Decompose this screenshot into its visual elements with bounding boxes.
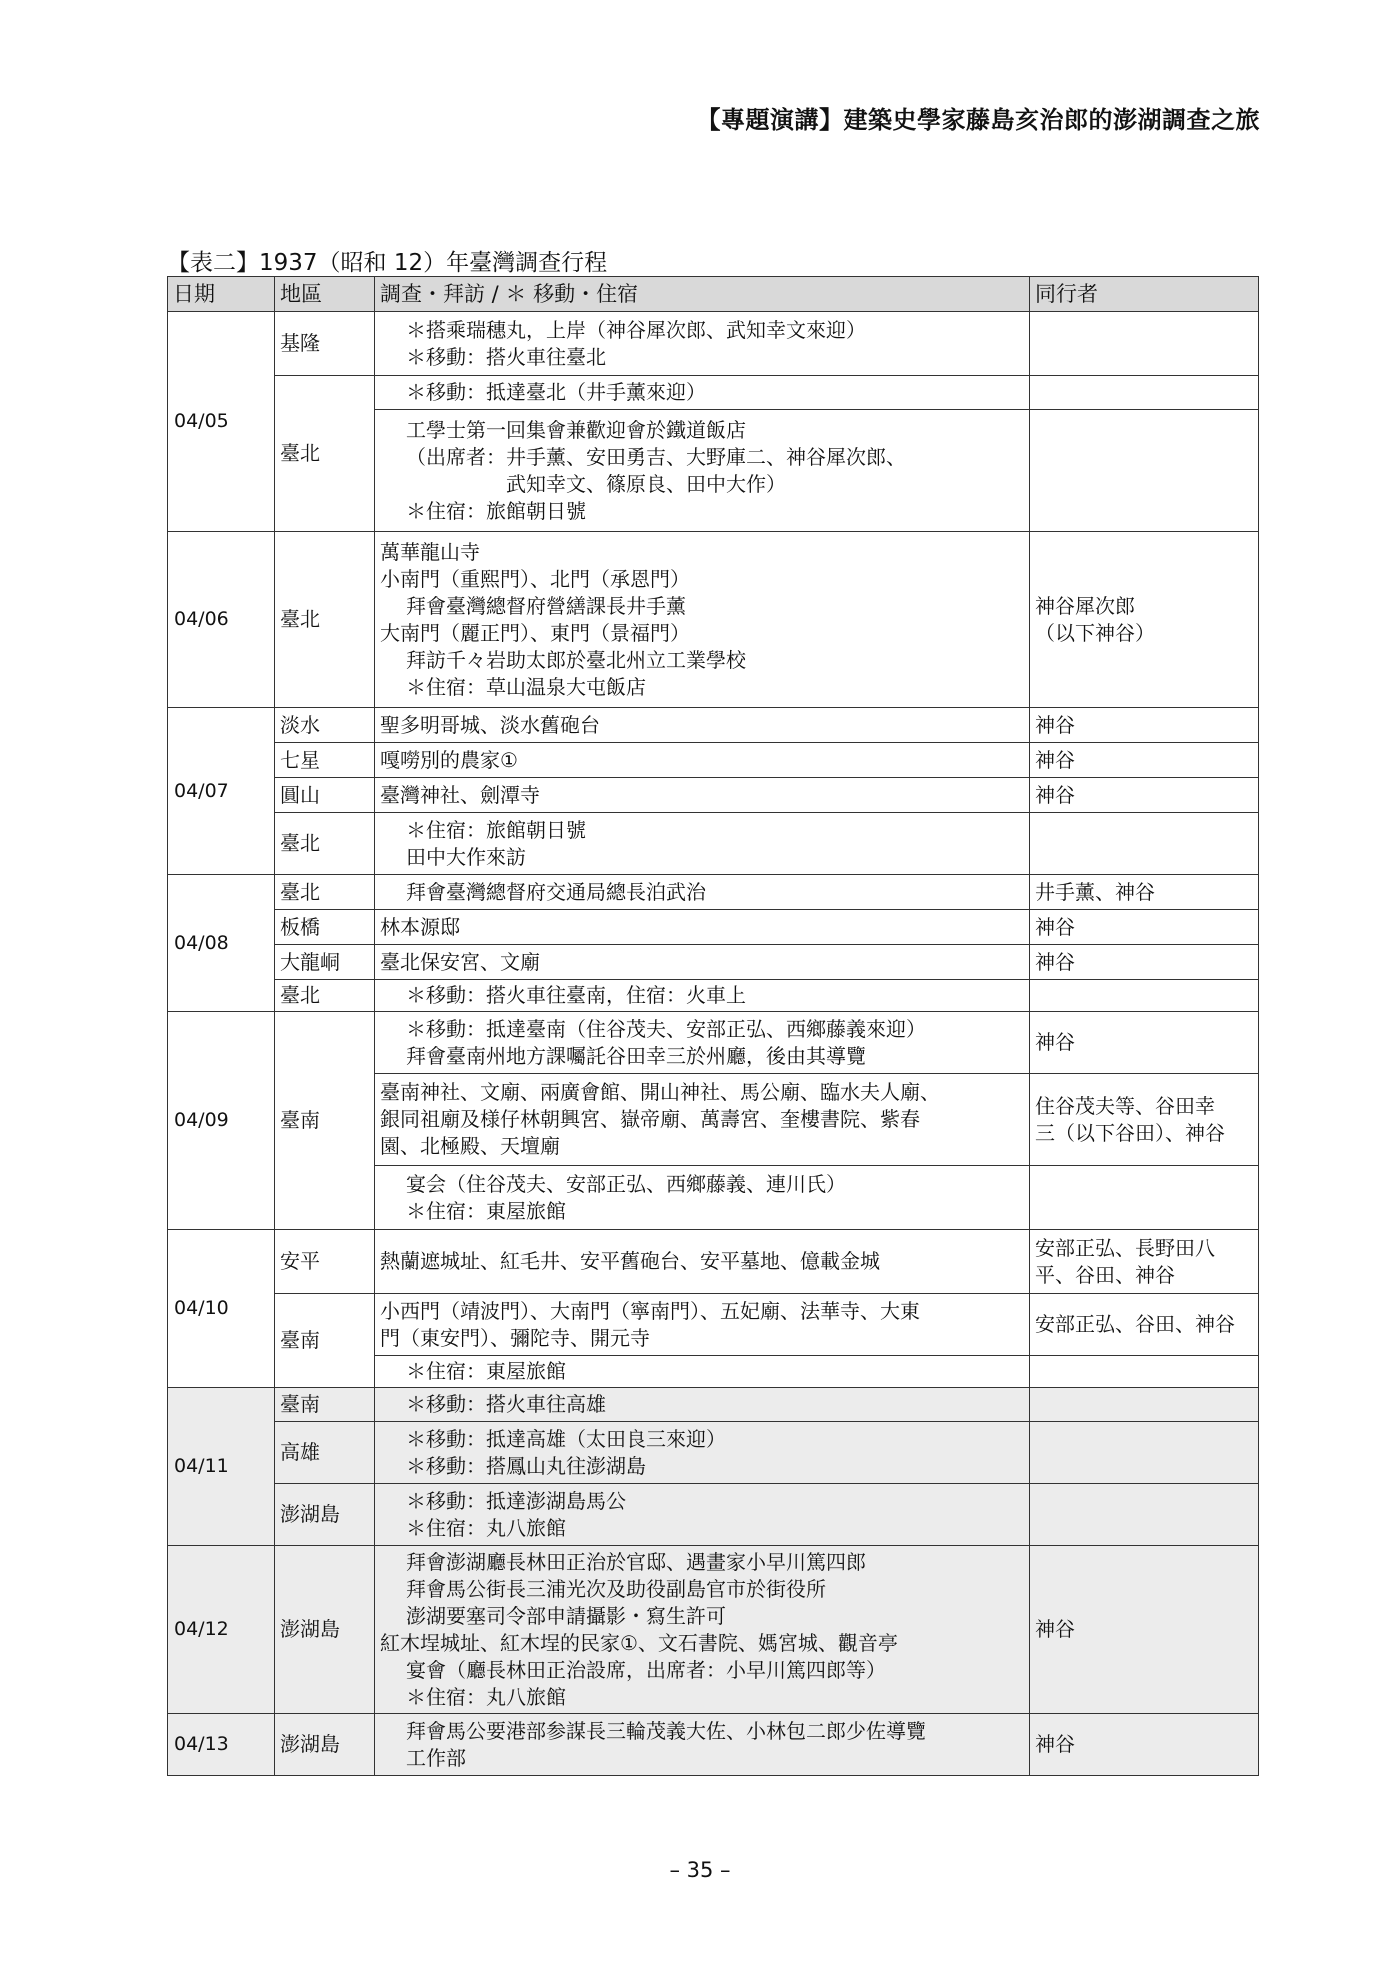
area-cell: 板橋 (275, 910, 375, 945)
activity-line: 拜會馬公街長三浦光次及助役副島官市於街役所 (406, 1576, 826, 1601)
area-cell: 臺北 (275, 875, 375, 910)
area-cell: 臺南 (275, 1294, 375, 1388)
activity-line: 田中大作來訪 (406, 844, 526, 869)
area-cell: 臺北 (275, 980, 375, 1012)
date-cell: 04/11 (168, 1388, 275, 1546)
area-cell: 臺北 (275, 813, 375, 875)
activity-line: 小西門（靖波門）、大南門（寧南門）、五妃廟、法華寺、大東 (380, 1298, 920, 1323)
table-row (168, 813, 1259, 875)
running-header: 【專題演講】建築史學家藤島亥治郎的澎湖調查之旅 (696, 106, 1260, 134)
activity-line: 臺灣神社、劍潭寺 (380, 782, 540, 807)
activity-line: 門（東安門）、彌陀寺、開元寺 (380, 1325, 650, 1350)
companion-cell (1030, 813, 1259, 875)
activity-line: 拜會臺南州地方課囑託谷田幸三於州廳，後由其導覽 (406, 1043, 866, 1068)
activity-cell (375, 410, 1030, 532)
companion-cell: 神谷 (1030, 1714, 1259, 1776)
activity-line: 熱蘭遮城址、紅毛井、安平舊砲台、安平墓地、億載金城 (380, 1249, 880, 1273)
activity-line: 拜訪千々岩助太郎於臺北州立工業學校 (406, 647, 746, 672)
activity-cell (375, 875, 1030, 910)
activity-line: ＊搭乘瑞穗丸，上岸（神谷犀次郎、武知幸文來迎） (406, 317, 866, 342)
activity-cell (375, 312, 1030, 376)
companion-line: 神谷犀次郎 (1035, 593, 1135, 618)
activity-cell (375, 708, 1030, 743)
activity-cell (375, 1388, 1030, 1422)
activity-line: ＊移動：搭火車往臺北 (406, 344, 606, 369)
companion-cell (1030, 312, 1259, 376)
activity-cell (375, 1484, 1030, 1546)
column-header-date: 日期 (168, 277, 275, 312)
companion-cell: 神谷 (1030, 1546, 1259, 1714)
activity-line: ＊住宿：旅館朝日號 (406, 498, 586, 523)
activity-line: 宴會（廳長林田正治設席，出席者：小早川篤四郎等） (406, 1657, 886, 1682)
activity-line: 小南門（重熙門）、北門（承恩門） (380, 566, 690, 591)
activity-line: 拜會澎湖廳長林田正治於官邸、遇畫家小早川篤四郎 (406, 1549, 866, 1574)
companion-cell: 神谷 (1030, 910, 1259, 945)
activity-line: 工作部 (406, 1745, 466, 1770)
activity-line: 拜會臺灣總督府營繕課長井手薰 (406, 593, 686, 618)
area-cell: 澎湖島 (275, 1484, 375, 1546)
table-row (168, 532, 1259, 708)
activity-line: 澎湖要塞司令部申請攝影・寫生許可 (406, 1603, 726, 1628)
table-row (168, 312, 1259, 376)
activity-line: ＊住宿：旅館朝日號 (406, 817, 586, 842)
activity-line: 林本源邸 (380, 914, 460, 939)
area-cell: 淡水 (275, 708, 375, 743)
activity-line: ＊移動：搭火車往高雄 (406, 1392, 606, 1416)
area-cell: 安平 (275, 1230, 375, 1294)
area-cell: 澎湖島 (275, 1714, 375, 1776)
companion-cell (1030, 980, 1259, 1012)
activity-line: ＊移動：搭火車往臺南，住宿：火車上 (406, 983, 746, 1007)
activity-line: 嘎嘮別的農家① (380, 747, 518, 772)
activity-line: ＊移動：抵達澎湖島馬公 (406, 1488, 626, 1513)
date-cell: 04/13 (168, 1714, 275, 1776)
area-cell: 臺北 (275, 376, 375, 532)
activity-cell (375, 910, 1030, 945)
table-header-row (168, 277, 1259, 312)
companion-cell: 神谷 (1030, 1012, 1259, 1074)
table-row (168, 708, 1259, 743)
table-row (168, 1388, 1259, 1422)
companion-cell (1030, 1388, 1259, 1422)
activity-cell (375, 980, 1030, 1012)
table-row (168, 743, 1259, 778)
activity-line: 臺南神社、文廟、兩廣會館、開山神社、馬公廟、臨水夫人廟、 (380, 1080, 940, 1104)
companion-cell: 井手薰、神谷 (1030, 875, 1259, 910)
companion-line: 三（以下谷田）、神谷 (1035, 1120, 1225, 1145)
activity-line: 拜會馬公要港部参謀長三輪茂義大佐、小林包二郎少佐導覽 (406, 1718, 926, 1743)
companion-cell (1030, 1230, 1259, 1294)
activity-line: 銀同祖廟及様仔林朝興宮、嶽帝廟、萬壽宮、奎樓書院、紫春 (380, 1107, 920, 1131)
activity-line: ＊住宿：草山温泉大屯飯店 (406, 674, 646, 699)
area-cell: 臺南 (275, 1012, 375, 1230)
area-cell: 大龍峒 (275, 945, 375, 980)
date-cell: 04/07 (168, 708, 275, 875)
table-row (168, 1484, 1259, 1546)
area-cell: 臺北 (275, 532, 375, 708)
area-cell: 臺南 (275, 1388, 375, 1422)
date-cell: 04/10 (168, 1230, 275, 1388)
activity-cell (375, 1546, 1030, 1714)
activity-line: ＊住宿：丸八旅館 (406, 1515, 566, 1540)
table-row (168, 875, 1259, 910)
table-row (168, 1294, 1259, 1356)
activity-line: 大南門（麗正門）、東門（景福門） (380, 620, 690, 645)
companion-cell (1030, 532, 1259, 708)
date-cell: 04/12 (168, 1546, 275, 1714)
itinerary-table (167, 276, 1259, 1776)
companion-cell (1030, 1166, 1259, 1230)
activity-line: 臺北保安宮、文廟 (380, 949, 540, 974)
activity-line: 工學士第一回集會兼歡迎會於鐵道飯店 (406, 417, 746, 442)
date-cell: 04/05 (168, 312, 275, 532)
companion-line: 安部正弘、長野田八 (1035, 1235, 1215, 1260)
area-cell: 七星 (275, 743, 375, 778)
companion-cell: 安部正弘、谷田、神谷 (1030, 1294, 1259, 1356)
companion-line: 平、谷田、神谷 (1035, 1262, 1175, 1287)
area-cell: 圓山 (275, 778, 375, 813)
companion-line: 住谷茂夫等、谷田幸 (1035, 1093, 1215, 1118)
activity-line: 紅木埕城址、紅木埕的民家①、文石書院、媽宮城、觀音亭 (380, 1630, 898, 1655)
area-cell: 基隆 (275, 312, 375, 376)
activity-line: 聖多明哥城、淡水舊砲台 (380, 712, 600, 737)
activity-cell (375, 532, 1030, 708)
area-cell: 高雄 (275, 1422, 375, 1484)
activity-cell (375, 1356, 1030, 1388)
activity-cell (375, 1166, 1030, 1230)
companion-cell: 神谷 (1030, 708, 1259, 743)
column-header-companions: 同行者 (1030, 277, 1259, 312)
activity-line: （出席者：井手薰、安田勇吉、大野庫二、神谷犀次郎、 (406, 444, 906, 469)
table-row (168, 778, 1259, 813)
activity-line: ＊移動：抵達臺北（井手薰來迎） (406, 380, 706, 404)
activity-line: 拜會臺灣總督府交通局總長泊武治 (406, 879, 706, 904)
column-header-activity: 調查・拜訪 / ＊ 移動・住宿 (375, 277, 1030, 312)
table-row (168, 1546, 1259, 1714)
companion-cell: 神谷 (1030, 945, 1259, 980)
activity-line: 武知幸文、篠原良、田中大作） (506, 471, 786, 496)
activity-line: ＊住宿：東屋旅館 (406, 1359, 566, 1383)
table-row (168, 910, 1259, 945)
companion-cell (1030, 1484, 1259, 1546)
date-cell: 04/08 (168, 875, 275, 1012)
date-cell: 04/09 (168, 1012, 275, 1230)
activity-line: ＊移動：抵達臺南（住谷茂夫、安部正弘、西鄉藤義來迎） (406, 1016, 926, 1041)
table-row (168, 1230, 1259, 1294)
activity-cell (375, 376, 1030, 410)
table-caption: 【表二】1937（昭和 12）年臺灣調查行程 (167, 250, 608, 276)
table-row (168, 1422, 1259, 1484)
activity-line: 宴会（住谷茂夫、安部正弘、西鄉藤義、連川氏） (406, 1171, 846, 1196)
activity-cell (375, 743, 1030, 778)
activity-cell (375, 1714, 1030, 1776)
companion-cell: 神谷 (1030, 778, 1259, 813)
activity-line: ＊住宿：東屋旅館 (406, 1198, 566, 1223)
activity-cell (375, 1422, 1030, 1484)
activity-cell (375, 1294, 1030, 1356)
page-number: – 35 – (669, 1858, 731, 1882)
area-cell: 澎湖島 (275, 1546, 375, 1714)
activity-line: 園、北極殿、天壇廟 (380, 1134, 560, 1158)
activity-line: 萬華龍山寺 (380, 539, 480, 564)
table-row (168, 1714, 1259, 1776)
activity-cell (375, 813, 1030, 875)
table-row (168, 376, 1259, 410)
activity-cell (375, 778, 1030, 813)
companion-line: （以下神谷） (1035, 620, 1155, 645)
companion-cell (1030, 410, 1259, 532)
activity-cell (375, 1074, 1030, 1166)
companion-cell: 神谷 (1030, 743, 1259, 778)
activity-cell (375, 1230, 1030, 1294)
companion-cell (1030, 1356, 1259, 1388)
companion-cell (1030, 1074, 1259, 1166)
table-row (168, 980, 1259, 1012)
activity-cell (375, 1012, 1030, 1074)
activity-line: ＊移動：抵達高雄（太田良三來迎） (406, 1426, 726, 1451)
table-row (168, 945, 1259, 980)
date-cell: 04/06 (168, 532, 275, 708)
companion-cell (1030, 376, 1259, 410)
activity-line: ＊移動：搭鳳山丸往澎湖島 (406, 1453, 646, 1478)
table-row (168, 1012, 1259, 1074)
companion-cell (1030, 1422, 1259, 1484)
column-header-area: 地區 (275, 277, 375, 312)
activity-cell (375, 945, 1030, 980)
activity-line: ＊住宿：丸八旅館 (406, 1684, 566, 1709)
